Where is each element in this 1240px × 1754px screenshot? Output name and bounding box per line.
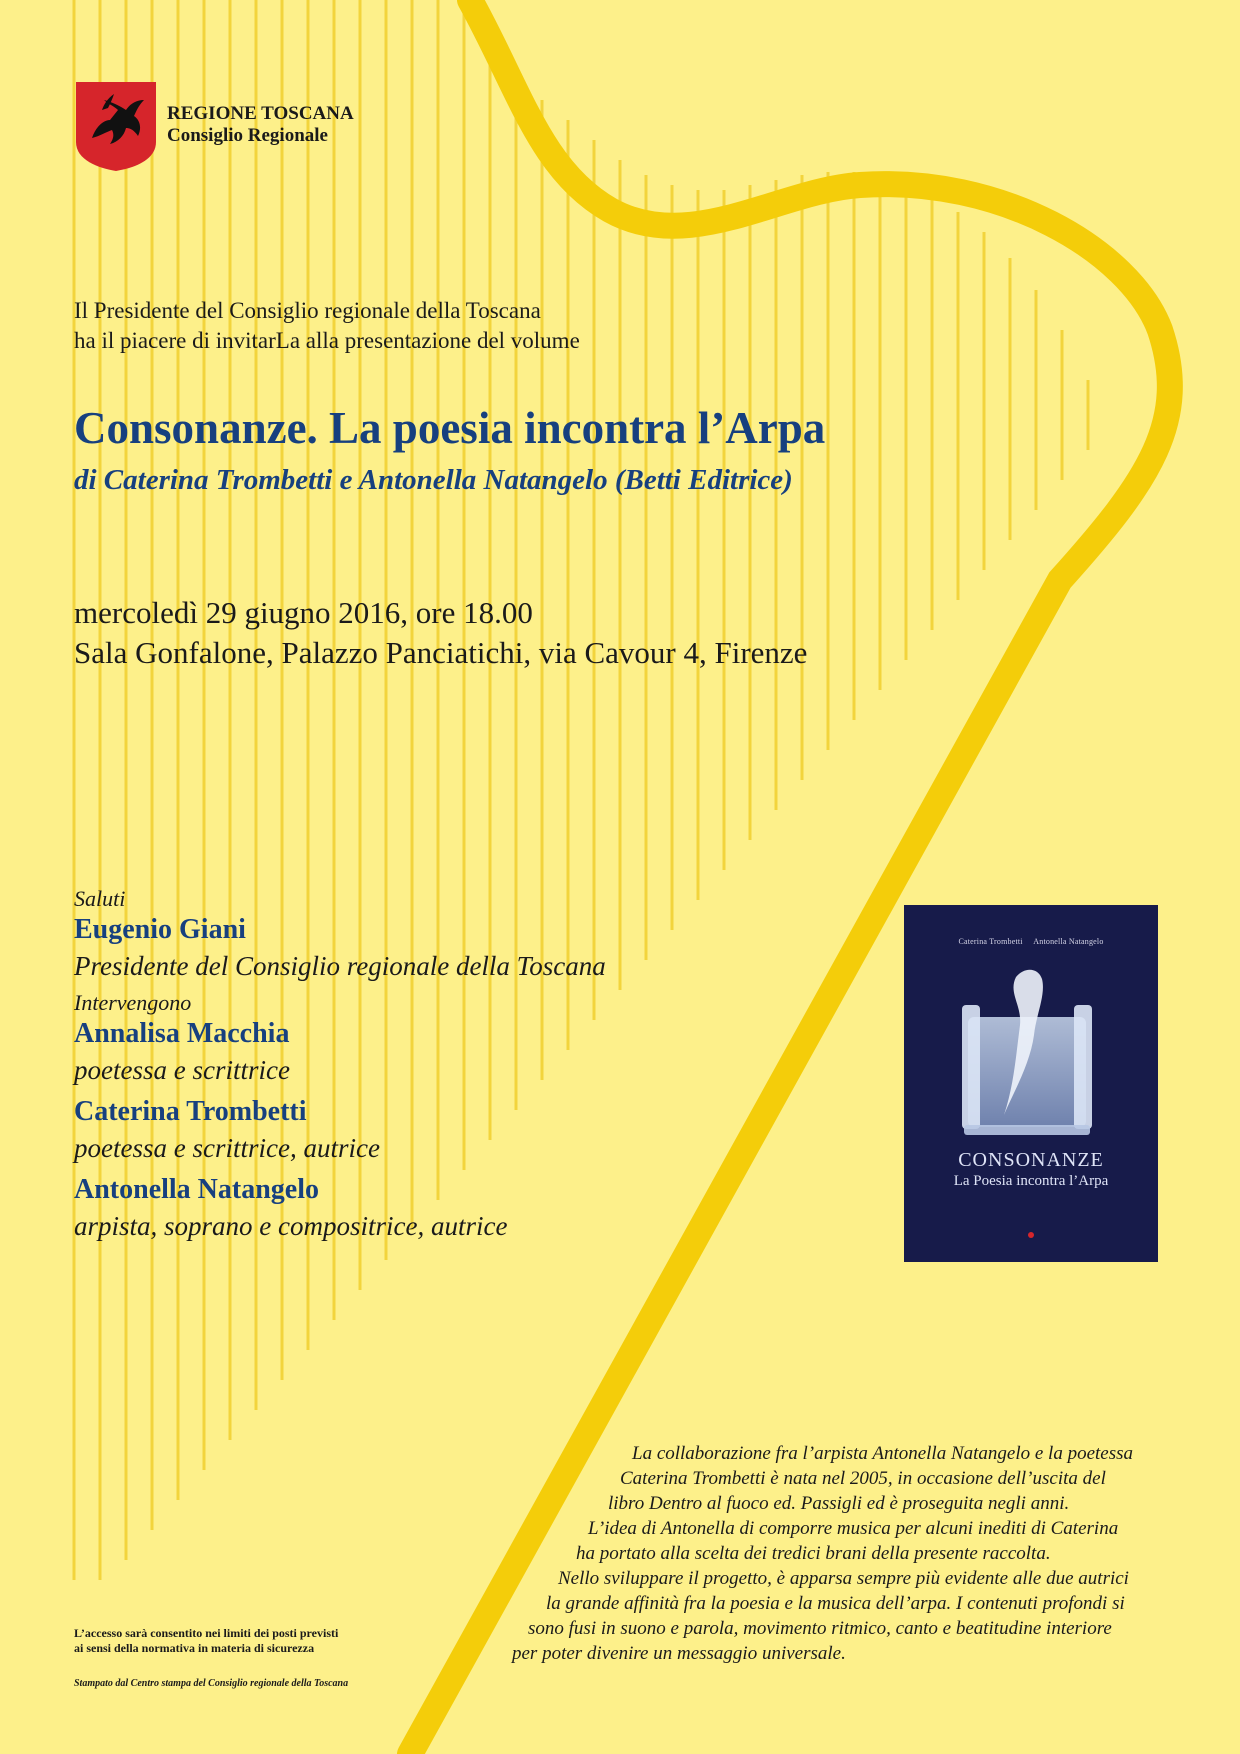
speaker-role: poetessa e scrittrice, autrice <box>74 1133 380 1163</box>
book-cover-title: CONSONANZE <box>958 1149 1104 1171</box>
access-note <box>74 1626 338 1656</box>
invitation-text <box>74 296 580 356</box>
speaker-name: Antonella Natangelo <box>74 1174 319 1205</box>
pegasus-shield-icon <box>74 80 158 172</box>
description-line: per poter divenire un messaggio universale. <box>512 1643 846 1664</box>
invitation-line-1: Il Presidente del Consiglio regionale della Toscana <box>74 298 541 323</box>
description-line: libro Dentro al fuoco ed. Passigli ed è proseguita negli anni. <box>608 1493 1070 1514</box>
speaker-name: Caterina Trombetti <box>74 1096 307 1127</box>
greeter-role: Presidente del Consiglio regionale della Toscana <box>74 951 606 981</box>
printer-note: Stampato dal Centro stampa del Consiglio regionale della Toscana <box>74 1678 349 1689</box>
logo-line-2: Consiglio Regionale <box>167 125 328 146</box>
speaker-name: Annalisa Macchia <box>74 1018 290 1049</box>
invitation-line-2: ha il piacere di invitarLa alla presentazione del volume <box>74 328 580 353</box>
greetings-label: Saluti <box>74 886 126 911</box>
description-line: Caterina Trombetti è nata nel 2005, in occasione dell’uscita del <box>620 1468 1106 1489</box>
book-title: Consonanze. La poesia incontra l’Arpa <box>74 403 826 453</box>
description-line: Nello sviluppare il progetto, è apparsa sempre più evidente alle due autrici <box>558 1568 1129 1589</box>
book-cover-author-2: Antonella Natangelo <box>1033 937 1104 946</box>
description-line: L’idea di Antonella di comporre musica per alcuni inediti di Caterina <box>588 1518 1119 1539</box>
logo-text <box>167 103 354 147</box>
speakers-section <box>74 886 634 1250</box>
book-cover <box>904 905 1158 1262</box>
book-cover-author-1: Caterina Trombetti <box>958 937 1023 946</box>
description-line: La collaborazione fra l’arpista Antonella Natangelo e la poetessa <box>632 1443 1134 1464</box>
logo-line-1: REGIONE TOSCANA <box>167 103 354 124</box>
harp-sculpture-image <box>904 905 1158 1262</box>
logo <box>74 80 158 172</box>
access-note-line-1: L’accesso sarà consentito nei limiti dei posti previsti <box>74 1626 339 1640</box>
book-subtitle: di Caterina Trombetti e Antonella Natangelo (Betti Editrice) <box>74 464 793 496</box>
event-date: mercoledì 29 giugno 2016, ore 18.00 <box>74 595 533 630</box>
access-note-line-2: ai sensi della normativa in materia di sicurezza <box>74 1641 315 1655</box>
greeter-name: Eugenio Giani <box>74 914 246 945</box>
event-place: Sala Gonfalone, Palazzo Panciatichi, via Cavour 4, Firenze <box>74 635 808 670</box>
book-cover-subtitle: La Poesia incontra l’Arpa <box>953 1173 1109 1189</box>
description-line: la grande affinità fra la poesia e la musica dell’arpa. I contenuti profondi si <box>546 1593 1125 1614</box>
event-details <box>74 593 807 673</box>
description-line: sono fusi in suono e parola, movimento ritmico, canto e beatitudine interiore <box>528 1618 1112 1639</box>
speakers-label: Intervengono <box>74 990 192 1015</box>
book-description <box>510 1441 1180 1666</box>
speaker-role: arpista, soprano e compositrice, autrice <box>74 1211 508 1241</box>
description-line: ha portato alla scelta dei tredici brani della presente raccolta. <box>576 1543 1051 1564</box>
speaker-role: poetessa e scrittrice <box>74 1055 290 1085</box>
